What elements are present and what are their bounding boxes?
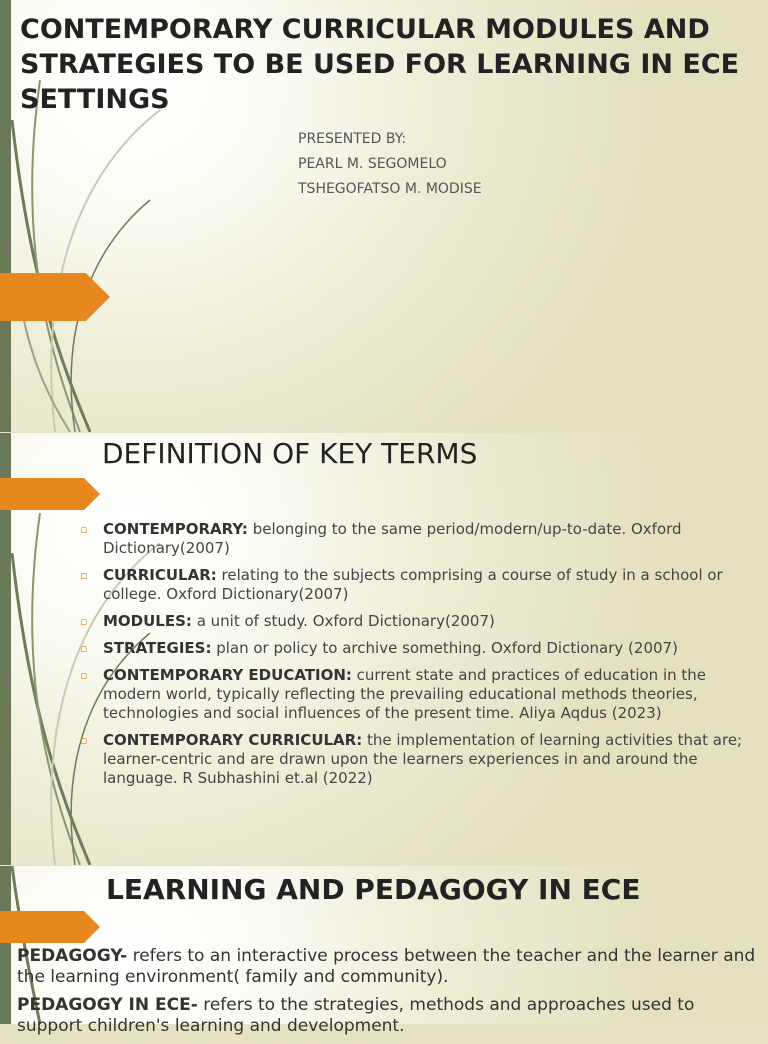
list-item bbox=[17, 995, 762, 1037]
list-item bbox=[17, 946, 762, 988]
term-label: CONTEMPORARY EDUCATION: bbox=[103, 666, 352, 684]
slide-1-title: CONTEMPORARY CURRICULAR MODULES AND STRATEGIES TO BE USED FOR LEARNING IN ECE SETTINGS bbox=[20, 14, 740, 115]
term-label: PEDAGOGY IN ECE- bbox=[17, 995, 198, 1015]
slide-3-title: LEARNING AND PEDAGOGY IN ECE bbox=[106, 873, 641, 906]
square-bullet-icon: ▫ bbox=[80, 615, 88, 628]
term-label: CURRICULAR: bbox=[103, 566, 217, 584]
term-definition: belonging to the same period/modern/up-to-date. Oxford Dictionary(2007) bbox=[103, 520, 682, 557]
list-item bbox=[80, 612, 752, 631]
list-item bbox=[80, 731, 752, 788]
term-label: CONTEMPORARY: bbox=[103, 520, 248, 538]
square-bullet-icon: ▫ bbox=[80, 642, 88, 655]
square-bullet-icon: ▫ bbox=[80, 523, 88, 536]
key-terms-list bbox=[80, 520, 752, 796]
square-bullet-icon: ▫ bbox=[80, 569, 88, 582]
pedagogy-list bbox=[17, 946, 762, 1044]
term-definition: plan or policy to archive something. Oxford Dictionary (2007) bbox=[211, 639, 678, 657]
presented-by-label: PRESENTED BY: bbox=[298, 131, 407, 147]
term-definition: refers to the strategies, methods and approaches used to support children's learning and development. bbox=[17, 995, 695, 1036]
term-label: MODULES: bbox=[103, 612, 192, 630]
term-definition: relating to the subjects comprising a course of study in a school or college. Oxford Dictionary(2007) bbox=[103, 566, 723, 603]
term-label: STRATEGIES: bbox=[103, 639, 212, 657]
term-label: PEDAGOGY- bbox=[17, 946, 128, 966]
term-definition: refers to an interactive process between the teacher and the learner and the learning environment( family and community). bbox=[17, 946, 756, 987]
left-sidebar-bar bbox=[0, 0, 11, 432]
presenter-name: TSHEGOFATSO M. MODISE bbox=[298, 181, 482, 197]
square-bullet-icon: ▫ bbox=[80, 734, 88, 747]
list-item bbox=[80, 566, 752, 604]
term-definition: current state and practices of education in the modern world, typically reflecting the prevailing educational methods theories, technologies and social influences of the present time. Aliya Aqdus (2023) bbox=[103, 666, 707, 722]
presenter-name: PEARL M. SEGOMELO bbox=[298, 156, 447, 172]
square-bullet-icon: ▫ bbox=[80, 669, 88, 682]
list-item bbox=[80, 639, 752, 658]
list-item bbox=[80, 666, 752, 723]
left-sidebar-bar bbox=[0, 866, 11, 1024]
term-definition: a unit of study. Oxford Dictionary(2007) bbox=[191, 612, 495, 630]
term-definition: the implementation of learning activities that are; learner-centric and are drawn upon the learners experiences in and around the language. R Subhashini et.al (2022) bbox=[103, 731, 743, 787]
orange-arrow-tag bbox=[0, 911, 100, 943]
term-label: CONTEMPORARY CURRICULAR: bbox=[103, 731, 363, 749]
orange-arrow-tag bbox=[0, 478, 100, 510]
list-item bbox=[80, 520, 752, 558]
presenters-list bbox=[298, 130, 482, 205]
slide-2-title: DEFINITION OF KEY TERMS bbox=[102, 437, 478, 470]
